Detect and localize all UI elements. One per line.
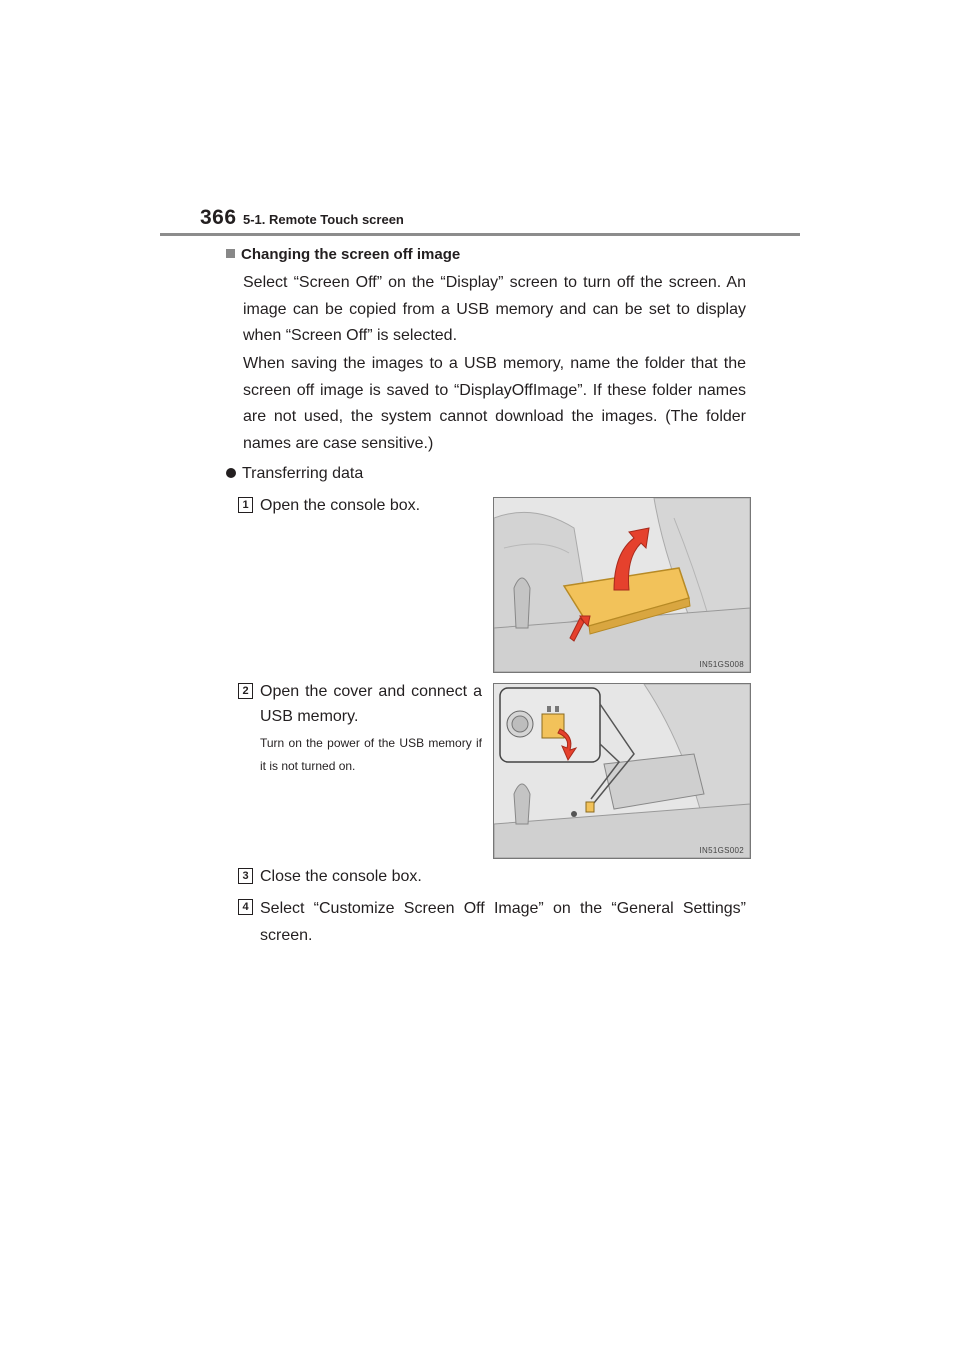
figure-console-box-open (493, 497, 751, 673)
square-bullet-icon (226, 249, 235, 258)
figure-2-label: IN51GS002 (699, 846, 744, 855)
page-header (200, 206, 800, 236)
round-bullet-icon (226, 468, 236, 478)
step-number-3: 3 (238, 868, 253, 884)
section-title: 5-1. Remote Touch screen (243, 212, 404, 227)
section-heading: Changing the screen off image (226, 242, 460, 268)
step-2-note: Turn on the power of the USB memory if it is not turned on. (260, 736, 482, 773)
usb-port-illustration (494, 684, 750, 858)
step-4-text: Select “Customize Screen Off Image” on the “General Settings” screen. (260, 900, 746, 944)
step-1-text: Open the console box. (260, 497, 421, 514)
step-3-text: Close the console box. (260, 868, 422, 885)
bullet-item: Transferring data (226, 461, 363, 487)
paragraph-2: When saving the images to a USB memory, name the folder that the screen off image is saved to “DisplayOffImage”. If these folder names are not used, the system cannot download the images. (The folder names are case sensitive.) (243, 355, 746, 453)
paragraph-1: Select “Screen Off” on the “Display” screen to turn off the screen. An image can be copied from a USB memory and can be set to display when “Screen Off” is selected. (243, 274, 746, 345)
figure-usb-connect (493, 683, 751, 859)
header-rule (160, 233, 800, 236)
step-2-text: Open the cover and connect a USB memory. (260, 683, 482, 725)
page-number: 366 (200, 206, 237, 229)
step-number-2: 2 (238, 683, 253, 699)
step-number-4: 4 (238, 899, 253, 915)
step-number-1: 1 (238, 497, 253, 513)
console-box-illustration (494, 498, 750, 672)
figure-1-label: IN51GS008 (699, 660, 744, 669)
